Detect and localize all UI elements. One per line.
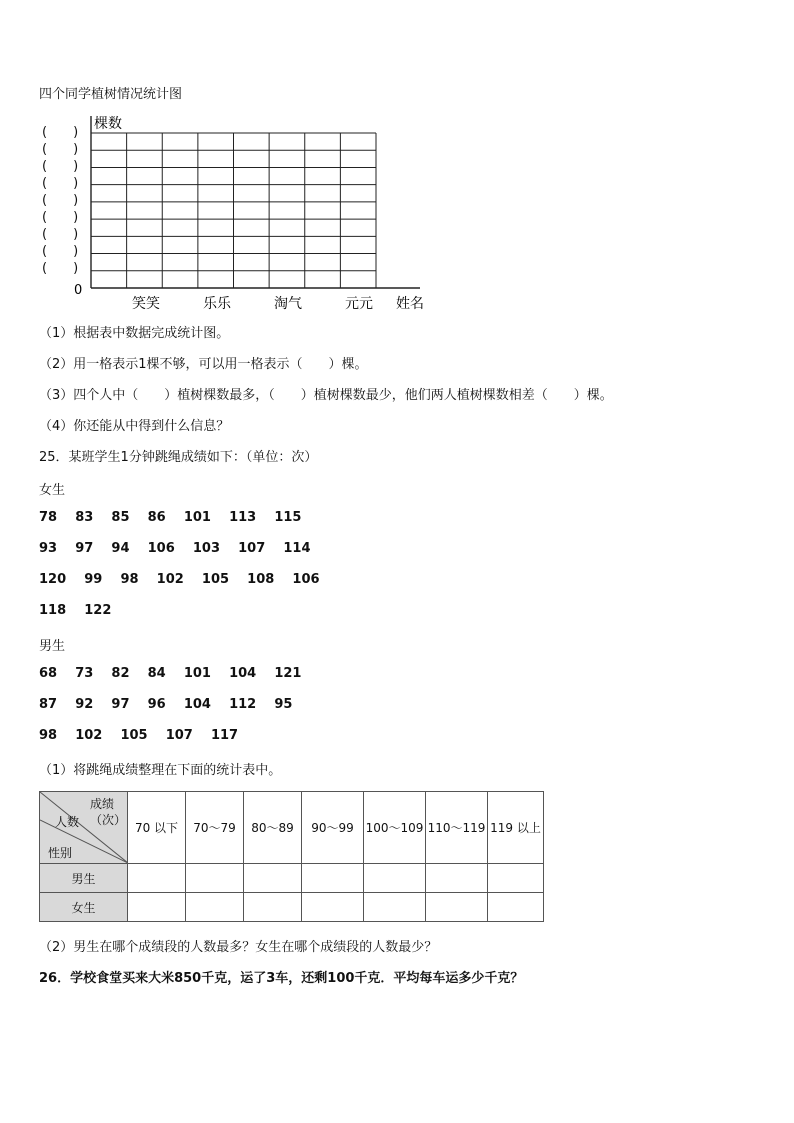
score-value: 101 (183, 510, 211, 525)
range-header: 119 以上 (488, 792, 544, 864)
blank-cell[interactable] (244, 864, 302, 893)
score-value: 101 (183, 666, 211, 681)
score-value: 82 (111, 666, 130, 681)
score-value: 108 (247, 572, 275, 587)
blank-cell[interactable] (364, 864, 426, 893)
score-value: 115 (274, 510, 302, 525)
score-value: 97 (111, 697, 130, 712)
girls-row (39, 541, 311, 556)
score-value: 106 (292, 572, 320, 587)
q24-sub1: （1）根据表中数据完成统计图。 (39, 326, 230, 341)
blank-cell[interactable] (302, 893, 364, 922)
y-tick-label: ( ) (42, 125, 79, 140)
score-value: 121 (274, 666, 302, 681)
score-value: 104 (229, 666, 257, 681)
score-value: 117 (210, 728, 239, 743)
score-value: 95 (274, 697, 293, 712)
y-tick-label: ( ) (42, 210, 79, 225)
q25-sub1: （1）将跳绳成绩整理在下面的统计表中。 (39, 763, 282, 778)
blank-cell[interactable] (302, 864, 364, 893)
girls-row (39, 603, 111, 618)
score-value: 87 (39, 697, 58, 712)
y-axis-label: 棵数 (94, 116, 122, 132)
corner-unit-label: （次） (90, 813, 127, 827)
boys-row (39, 728, 238, 743)
blank-cell[interactable] (426, 864, 488, 893)
score-value: 92 (75, 697, 94, 712)
chart-title: 四个同学植树情况统计图 (39, 87, 183, 102)
x-tick-label: 淘气 (274, 296, 302, 312)
score-value: 96 (147, 697, 166, 712)
row-header-boys: 男生 (40, 864, 128, 893)
table-header-row (40, 792, 544, 864)
table-row-boys (40, 864, 544, 893)
range-header: 80～89 (244, 792, 302, 864)
score-value: 83 (75, 510, 94, 525)
blank-cell[interactable] (186, 864, 244, 893)
y-tick-label: ( ) (42, 227, 79, 242)
score-value: 99 (84, 572, 103, 587)
blank-cell[interactable] (244, 893, 302, 922)
score-value: 114 (283, 541, 311, 556)
blank-cell[interactable] (128, 864, 186, 893)
y-tick-label: ( ) (42, 193, 79, 208)
q26-text: 26．学校食堂买来大米850千克，运了3车，还剩100千克．平均每车运多少千克？ (39, 971, 524, 986)
boys-label: 男生 (39, 639, 66, 654)
x-axis-label: 姓名 (396, 296, 424, 312)
chart-grid (91, 133, 376, 288)
range-header: 100～109 (364, 792, 426, 864)
corner-score-label: 成绩 (90, 797, 115, 811)
x-tick-label: 笑笑 (132, 296, 160, 312)
y-tick-label: ( ) (42, 142, 79, 157)
boys-row (39, 697, 292, 712)
score-value: 113 (229, 510, 257, 525)
range-header: 70 以下 (128, 792, 186, 864)
x-tick-label: 元元 (345, 296, 373, 312)
q24-sub2: （2）用一格表示1棵不够，可以用一格表示（ ）棵。 (39, 357, 368, 372)
score-value: 94 (111, 541, 130, 556)
blank-cell[interactable] (426, 893, 488, 922)
score-table (39, 791, 544, 922)
corner-count-label: 人数 (55, 815, 80, 829)
q24-sub4: （4）你还能从中得到什么信息？ (39, 419, 230, 434)
y-tick-label: ( ) (42, 244, 79, 259)
origin-label: 0 (74, 283, 83, 298)
score-value: 98 (120, 572, 139, 587)
x-tick-label: 乐乐 (203, 296, 231, 312)
score-value: 85 (111, 510, 130, 525)
row-header-girls: 女生 (40, 893, 128, 922)
corner-header-cell (40, 792, 128, 864)
blank-cell[interactable] (488, 864, 544, 893)
score-value: 105 (120, 728, 148, 743)
score-value: 102 (75, 728, 103, 743)
blank-cell[interactable] (488, 893, 544, 922)
score-value: 78 (39, 510, 58, 525)
score-value: 103 (192, 541, 220, 556)
y-tick-label: ( ) (42, 176, 79, 191)
tree-planting-chart (60, 110, 440, 315)
score-value: 104 (183, 697, 211, 712)
score-value: 107 (165, 728, 193, 743)
score-value: 97 (75, 541, 94, 556)
score-value: 122 (84, 603, 112, 618)
score-value: 106 (147, 541, 175, 556)
score-value: 118 (39, 603, 67, 618)
range-header: 110～119 (426, 792, 488, 864)
score-value: 98 (39, 728, 58, 743)
score-value: 102 (156, 572, 184, 587)
q24-sub3: （3）四个人中（ ）植树棵数最多，（ ）植树棵数最少，他们两人植树棵数相差（ ）棵。 (39, 388, 613, 403)
score-value: 93 (39, 541, 58, 556)
score-value: 68 (39, 666, 58, 681)
girls-label: 女生 (39, 483, 66, 498)
range-header: 90～99 (302, 792, 364, 864)
score-value: 73 (75, 666, 94, 681)
blank-cell[interactable] (128, 893, 186, 922)
score-value: 120 (39, 572, 67, 587)
range-header: 70～79 (186, 792, 244, 864)
table-row-girls (40, 893, 544, 922)
q25-sub2: （2）男生在哪个成绩段的人数最多？女生在哪个成绩段的人数最少？ (39, 940, 438, 955)
y-tick-label: ( ) (42, 159, 79, 174)
score-value: 107 (238, 541, 266, 556)
score-value: 84 (147, 666, 166, 681)
blank-cell[interactable] (186, 893, 244, 922)
score-value: 112 (229, 697, 257, 712)
q25-title: 25．某班学生1分钟跳绳成绩如下：（单位：次） (39, 450, 318, 465)
corner-gender-label: 性别 (48, 846, 73, 860)
girls-row (39, 510, 301, 525)
score-value: 86 (147, 510, 166, 525)
boys-row (39, 666, 301, 681)
y-tick-label: ( ) (42, 261, 79, 276)
score-value: 105 (201, 572, 230, 587)
blank-cell[interactable] (364, 893, 426, 922)
girls-row (39, 572, 320, 587)
